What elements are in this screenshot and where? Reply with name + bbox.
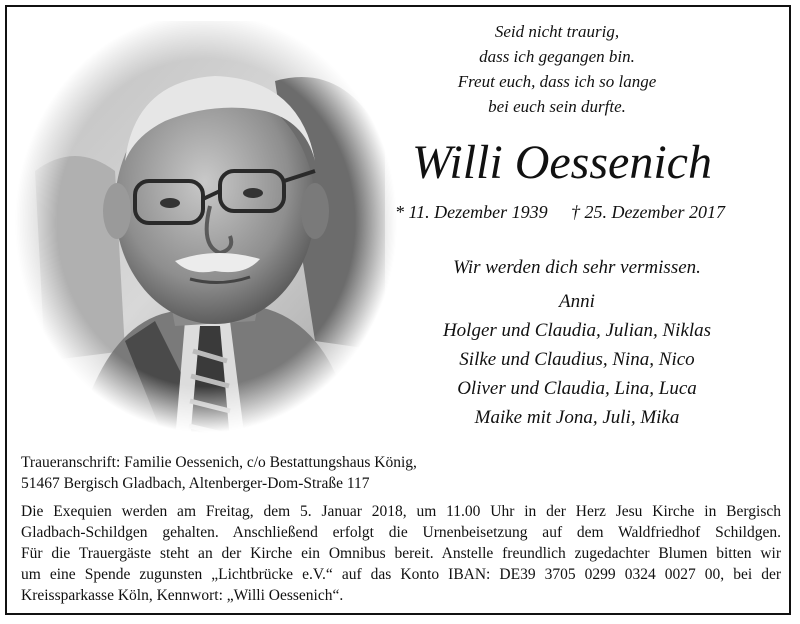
notice-line: Kreissparkasse Köln, Kennwort: „Willi Oessenich“. [21, 587, 344, 604]
obituary-card [5, 5, 791, 615]
family-list [387, 287, 767, 432]
deceased-name: Willi Oessenich [412, 136, 712, 189]
poem-line: dass ich gegangen bin. [479, 47, 635, 66]
funeral-notice [21, 501, 781, 606]
mourning-line: Wir werden dich sehr vermissen. [453, 257, 701, 278]
address-line: Traueranschrift: Familie Oessenich, c/o Bestattungshaus König, [21, 454, 417, 471]
family-member: Oliver und Claudia, Lina, Luca [457, 378, 697, 399]
birth-date: * 11. Dezember 1939 [395, 202, 548, 222]
poem-line: Freut euch, dass ich so lange [457, 72, 657, 91]
death-date: † 25. Dezember 2017 [571, 202, 725, 222]
poem [407, 19, 707, 119]
mourning-address [21, 452, 781, 494]
poem-line: Seid nicht traurig, [494, 22, 620, 41]
notice-line: um eine Spende zugunsten „Lichtbrücke e.V.“ auf das Konto IBAN: DE39 3705 0299 0324 0027 00, bei der [21, 566, 781, 583]
notice-line: Die Exequien werden am Freitag, dem 5. Januar 2018, um 11.00 Uhr in der Herz Jesu Kirche in Bergisch [21, 503, 781, 520]
notice-line: Für die Trauergäste steht an der Kirche ein Omnibus bereit. Anstelle freundlich zugedachter Blumen bitten wir [21, 545, 781, 562]
family-member: Maike mit Jona, Juli, Mika [474, 407, 680, 428]
address-line: 51467 Bergisch Gladbach, Altenberger-Dom-Straße 117 [21, 475, 370, 492]
family-member: Anni [559, 291, 595, 312]
family-member: Silke und Claudius, Nina, Nico [459, 349, 695, 370]
notice-line: Gladbach-Schildgen gehalten. Anschließend erfolgt die Urnenbeisetzung auf dem Waldfriedhof Schildgen. [21, 524, 781, 541]
life-dates [395, 200, 735, 224]
portrait-photo [15, 21, 397, 441]
poem-line: bei euch sein durfte. [488, 97, 626, 116]
family-member: Holger und Claudia, Julian, Niklas [442, 320, 712, 341]
